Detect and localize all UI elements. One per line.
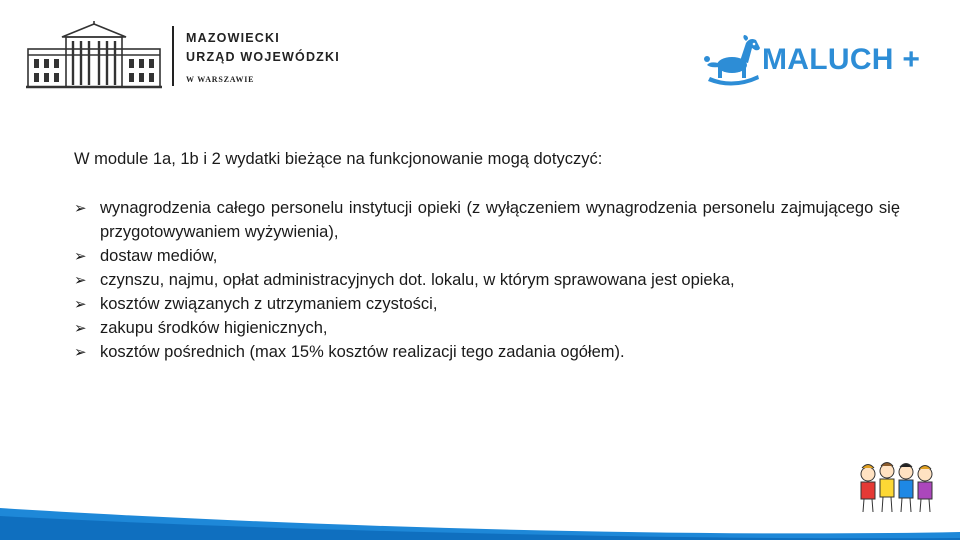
office-name-line2: URZĄD WOJEWÓDZKI (186, 49, 340, 64)
arrow-bullet-icon: ➢ (74, 343, 87, 361)
bottom-wave-decoration (0, 492, 960, 540)
list-item (74, 340, 900, 364)
expense-list (74, 196, 900, 364)
arrow-bullet-icon: ➢ (74, 271, 87, 289)
office-logo (26, 18, 346, 94)
office-name (186, 29, 340, 84)
office-name-line1: MAZOWIECKI (186, 30, 280, 45)
government-building-icon (26, 21, 162, 91)
arrow-bullet-icon: ➢ (74, 199, 87, 217)
arrow-bullet-icon: ➢ (74, 319, 87, 337)
list-item-text: kosztów pośrednich (max 15% kosztów realizacji tego zadania ogółem). (100, 343, 625, 361)
list-item-text: kosztów związanych z utrzymaniem czystości, (100, 295, 438, 313)
list-item-text: dostaw mediów, (100, 247, 218, 265)
list-item (74, 316, 900, 340)
intro-text: W module 1a, 1b i 2 wydatki bieżące na funkcjonowanie mogą dotyczyć: (74, 150, 603, 168)
main-content (74, 146, 900, 364)
list-item (74, 268, 900, 292)
program-name: MALUCH + (762, 43, 921, 76)
list-item-text: czynszu, najmu, opłat administracyjnych dot. lokalu, w którym sprawowana jest opieka, (100, 271, 735, 289)
program-logo (702, 33, 920, 87)
arrow-bullet-icon: ➢ (74, 295, 87, 313)
logo-divider (172, 26, 174, 86)
list-item-text: zakupu środków higienicznych, (100, 319, 328, 337)
list-item-text: wynagrodzenia całego personelu instytucji opieki (z wyłączeniem wynagrodzenia personelu zajmującego się przygotowywaniem wyżywienia), (100, 199, 900, 241)
rocking-horse-icon (702, 33, 764, 87)
list-item (74, 292, 900, 316)
arrow-bullet-icon: ➢ (74, 247, 87, 265)
list-item (74, 196, 900, 244)
list-item (74, 244, 900, 268)
office-city: W WARSZAWIE (186, 74, 255, 84)
